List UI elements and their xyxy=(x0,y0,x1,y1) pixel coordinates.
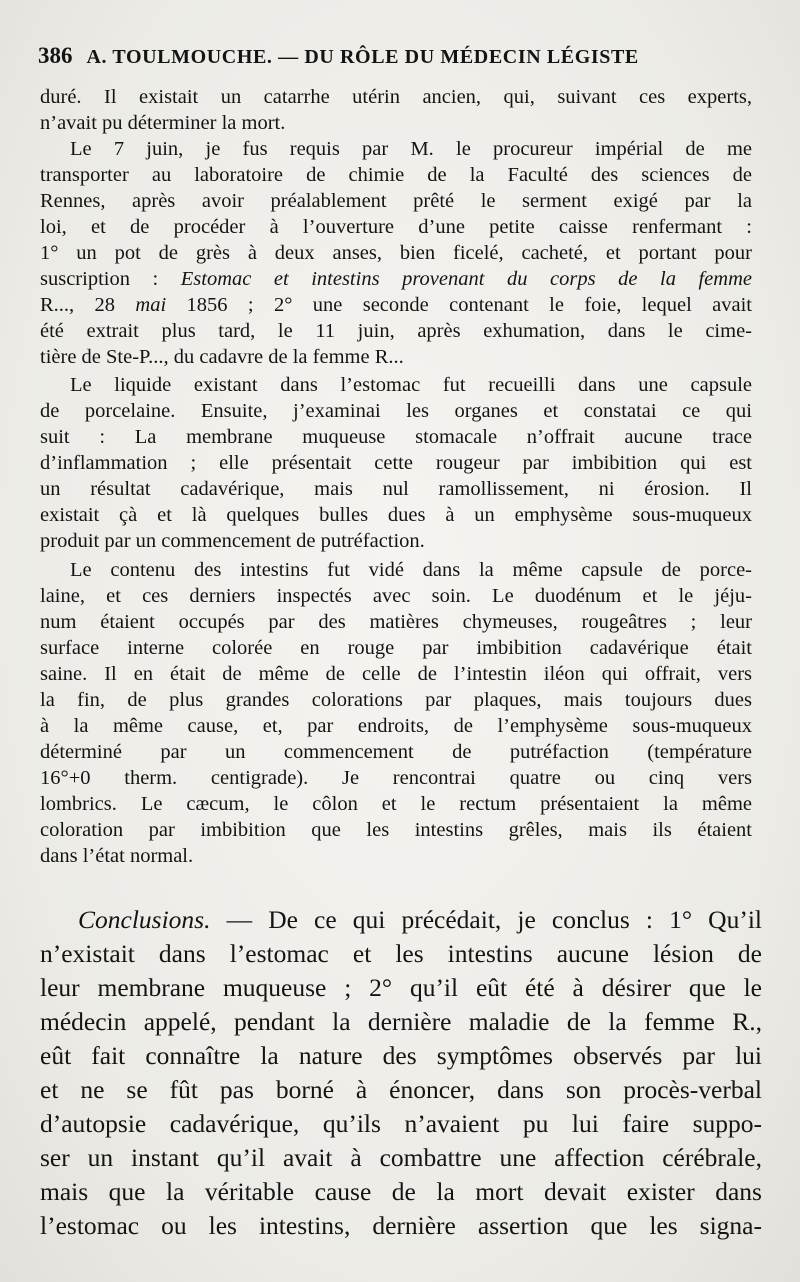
conclusions-line: d’autopsie cadavérique, qu’ils n’avaient pu lui faire suppo- xyxy=(40,1109,762,1138)
text-line: saine. Il en était de même de celle de l’intestin iléon qui offrait, vers xyxy=(40,663,752,685)
text-line: lombrics. Le cæcum, le côlon et le rectum présentaient la même xyxy=(40,793,752,815)
text-line: surface interne colorée en rouge par imbibition cadavérique était xyxy=(40,637,752,659)
conclusions-line: eût fait connaître la nature des symptômes observés par lui xyxy=(40,1041,762,1070)
text-line: été extrait plus tard, le 11 juin, après exhumation, dans le cime- xyxy=(40,320,752,342)
text-line: laine, et ces derniers inspectés avec soin. Le duodénum et le jéju- xyxy=(40,585,752,607)
conclusions-line: ser un instant qu’il avait à combattre une affection cérébrale, xyxy=(40,1143,762,1172)
italic-title: Estomac et intestins provenant du corps de la femme xyxy=(180,268,752,290)
text-line: dans l’état normal. xyxy=(40,845,194,867)
conclusions-line: leur membrane muqueuse ; 2° qu’il eût été à désirer que le xyxy=(40,973,762,1002)
text-line xyxy=(40,292,752,318)
text-fragment: R..., 28 xyxy=(40,294,136,316)
text-fragment: 1856 ; 2° une seconde contenant le foie, lequel avait xyxy=(166,294,752,316)
page-number: 386 xyxy=(38,43,73,68)
text-line: produit par un commencement de putréfaction. xyxy=(40,530,425,552)
text-line xyxy=(40,266,752,292)
text-fragment: suscription : xyxy=(40,268,181,290)
text-line: duré. Il existait un catarrhe utérin ancien, qui, suivant ces experts, xyxy=(40,86,752,108)
text-line: existait çà et là quelques bulles dues à un emphysème sous-muqueux xyxy=(40,504,752,526)
text-line: transporter au laboratoire de chimie de la Faculté des sciences de xyxy=(40,164,752,186)
text-line: coloration par imbibition que les intestins grêles, mais ils étaient xyxy=(40,819,752,841)
text-line: Le contenu des intestins fut vidé dans la même capsule de porce- xyxy=(70,559,752,581)
text-line: n’avait pu déterminer la mort. xyxy=(40,112,286,134)
text-line: 1° un pot de grès à deux anses, bien ficelé, cacheté, et portant pour xyxy=(40,242,752,264)
text-line: Le 7 juin, je fus requis par M. le procureur impérial de me xyxy=(70,138,752,160)
conclusions-line: et ne se fût pas borné à énoncer, dans son procès-verbal xyxy=(40,1075,762,1104)
text-line: loi, et de procéder à l’ouverture d’une petite caisse renfermant : xyxy=(40,216,752,238)
text-line: d’inflammation ; elle présentait cette rougeur par imbibition qui est xyxy=(40,452,752,474)
text-line: suit : La membrane muqueuse stomacale n’offrait aucune trace xyxy=(40,426,752,448)
text-line: tière de Ste-P..., du cadavre de la femme R... xyxy=(40,346,404,368)
text-line: de porcelaine. Ensuite, j’examinai les organes et constatai ce qui xyxy=(40,400,752,422)
text-line: déterminé par un commencement de putréfaction (température xyxy=(40,741,752,763)
text-line: num étaient occupés par des matières chymeuses, rougeâtres ; leur xyxy=(40,611,752,633)
conclusions-line: médecin appelé, pendant la dernière maladie de la femme R., xyxy=(40,1007,762,1036)
text-line: 16°+0 therm. centigrade). Je rencontrai quatre ou cinq vers xyxy=(40,767,752,789)
text-line: un résultat cadavérique, mais nul ramollissement, ni érosion. Il xyxy=(40,478,752,500)
text-line: la fin, de plus grandes colorations par plaques, mais toujours dues xyxy=(40,689,752,711)
conclusions-line: l’estomac ou les intestins, dernière assertion que les signa- xyxy=(40,1211,762,1240)
text-line: Rennes, après avoir préalablement prêté le serment exigé par la xyxy=(40,190,752,212)
text-line: à la même cause, et, par endroits, de l’emphysème sous-muqueux xyxy=(40,715,752,737)
text-line: Le liquide existant dans l’estomac fut recueilli dans une capsule xyxy=(70,374,752,396)
conclusions-heading: Conclusions. xyxy=(78,905,211,934)
text-fragment: — De ce qui précédait, je conclus : 1° Qu’il xyxy=(210,905,762,934)
page-header xyxy=(38,42,688,70)
conclusions-line: n’existait dans l’estomac et les intestins aucune lésion de xyxy=(40,939,762,968)
italic-month: mai xyxy=(135,294,167,316)
conclusions-line: mais que la véritable cause de la mort devait exister dans xyxy=(40,1177,762,1206)
running-title: A. TOULMOUCHE. — DU RÔLE DU MÉDECIN LÉGISTE xyxy=(86,46,639,68)
conclusions-line xyxy=(78,903,762,937)
